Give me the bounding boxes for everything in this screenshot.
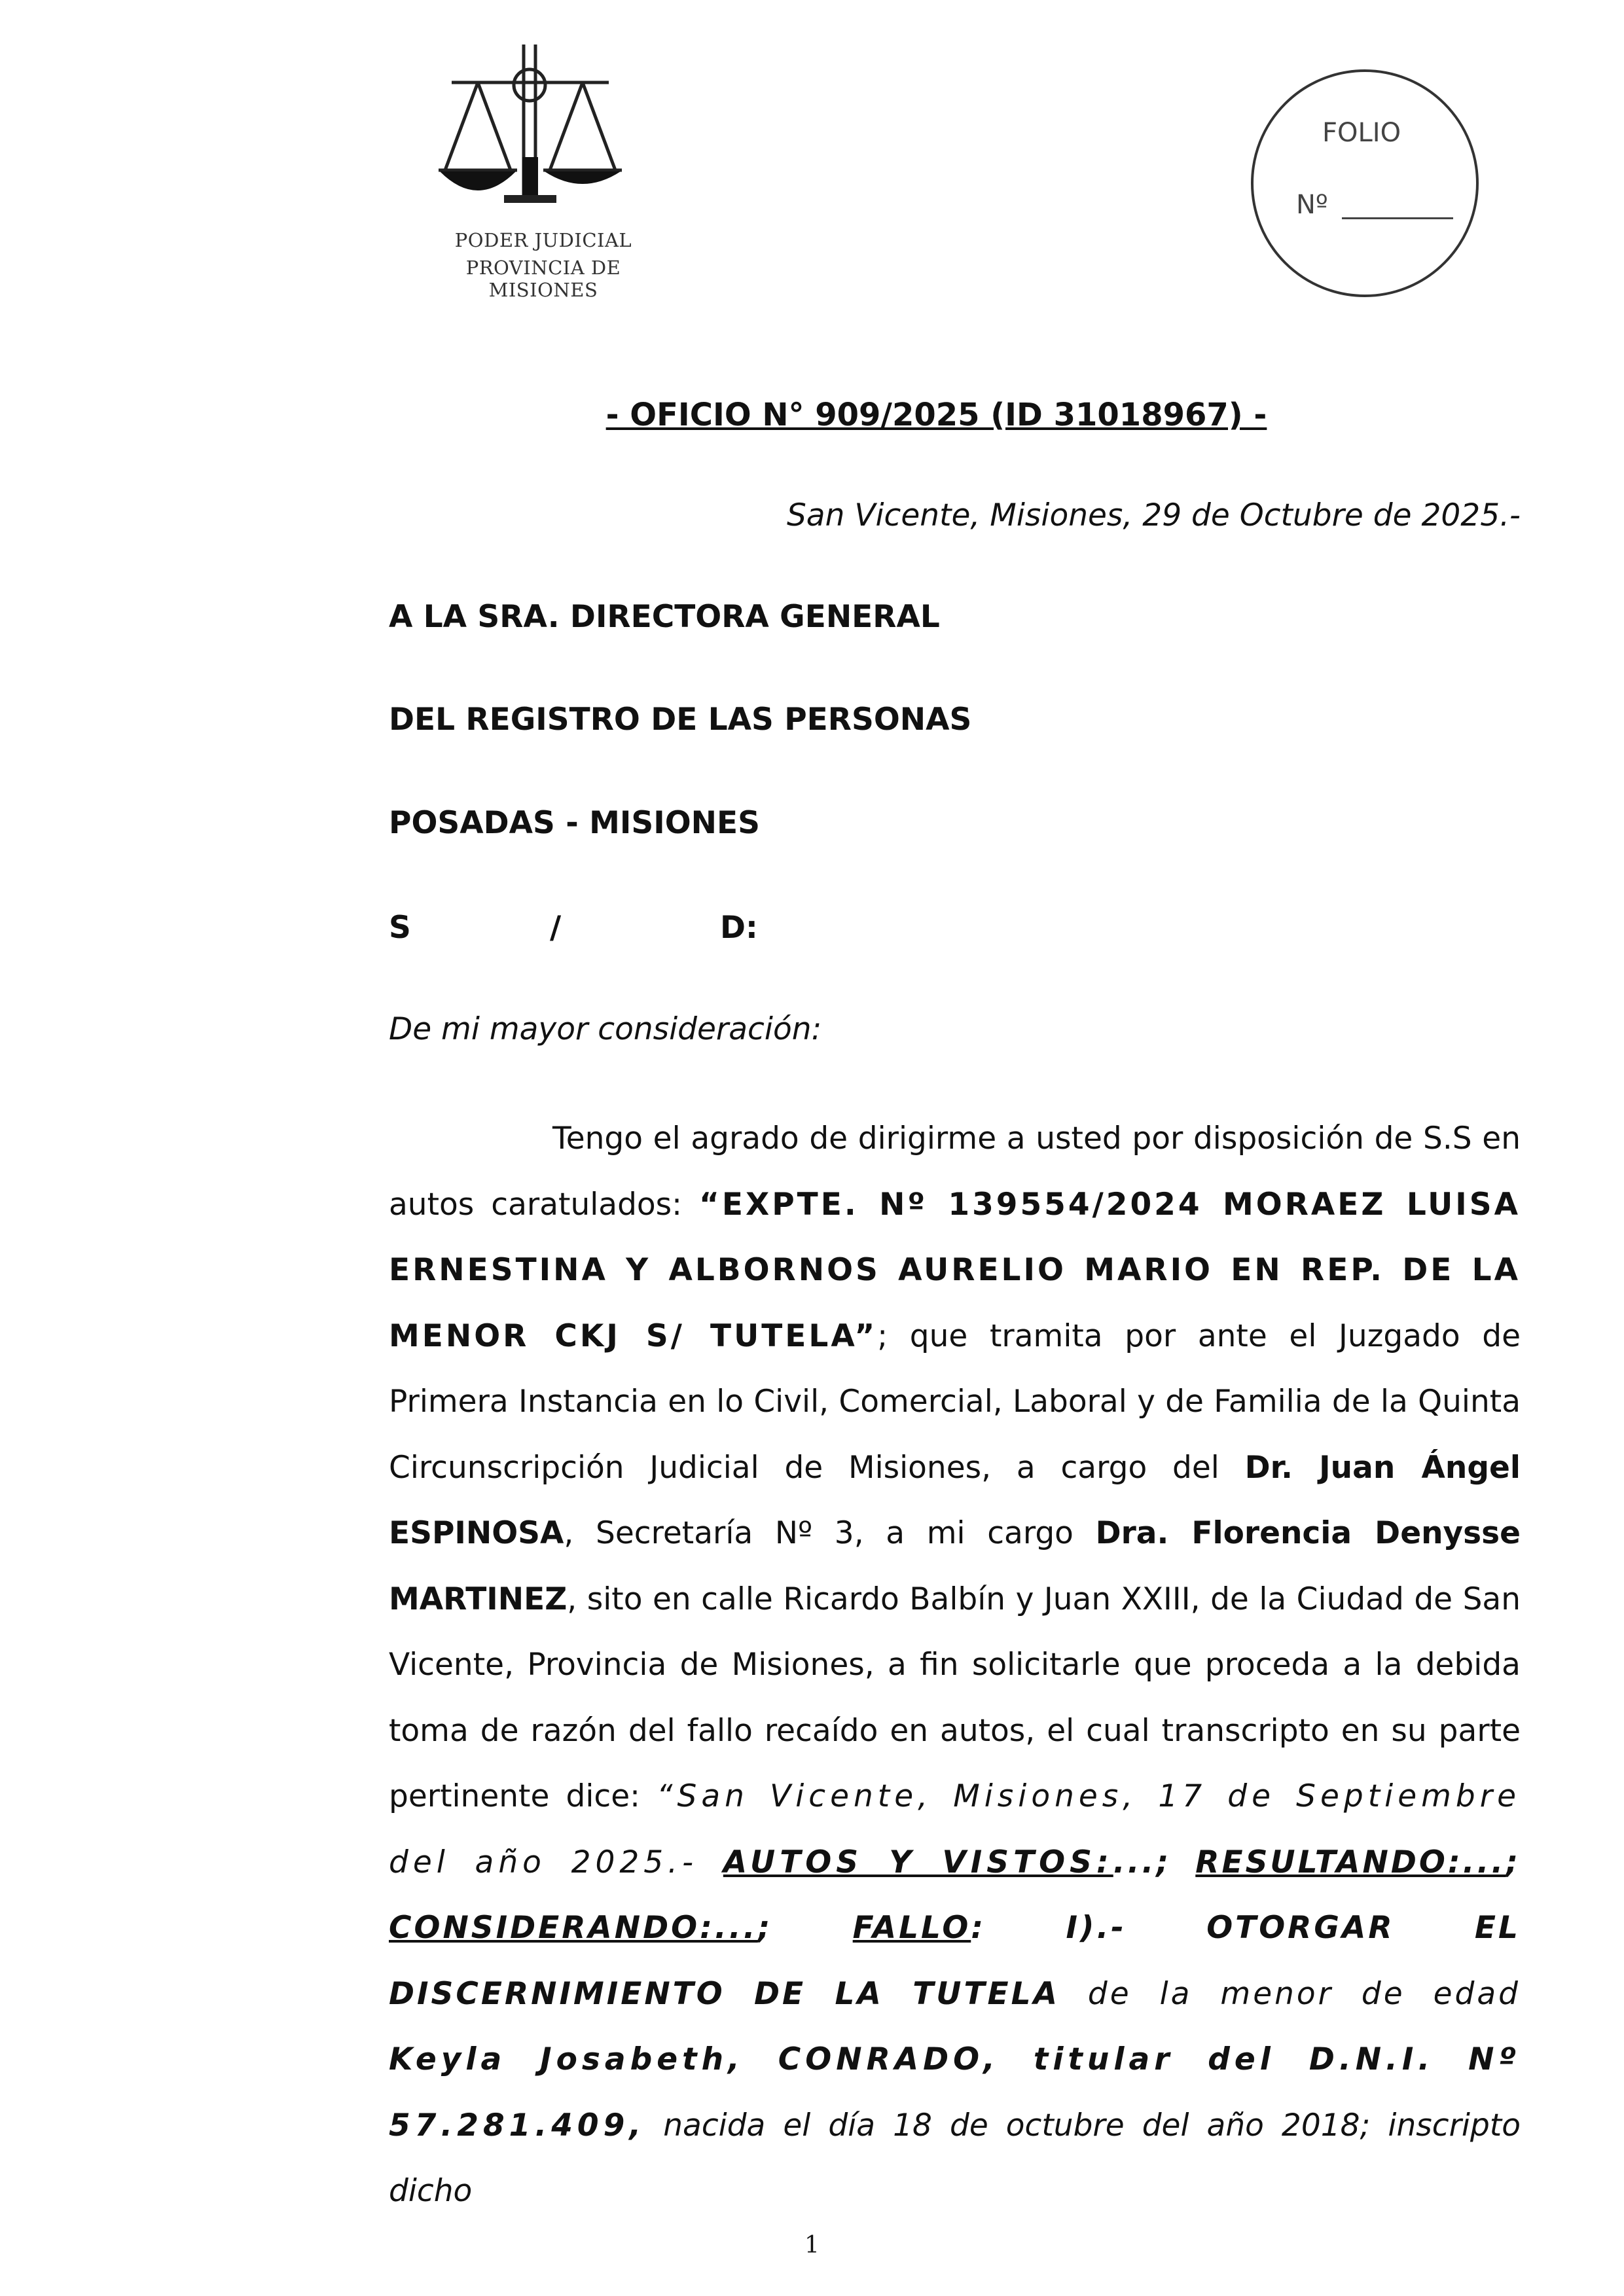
body-text-2: ; que tramita por ante el Juzgado de Primera Instancia en lo Civil, Comercial, Laboral y de Familia de la Quinta Circunscripción Judicial de Misiones, a cargo del bbox=[389, 1318, 1521, 1486]
folio-number-label: Nº bbox=[1296, 190, 1328, 220]
secretary-name: Dra. Florencia Denysse MARTINEZ bbox=[389, 1515, 1521, 1617]
folio-stamp bbox=[1247, 65, 1483, 301]
body-text-1: Tengo el agrado de dirigirme a usted por disposición de S.S en autos caratulados: bbox=[389, 1121, 1521, 1223]
quote-birth: nacida el día 18 de octubre del año 2018; inscripto dicho bbox=[389, 2107, 1521, 2209]
sd-d: D: bbox=[720, 910, 758, 946]
folio-circle-icon bbox=[1247, 65, 1483, 301]
semicolon-2: ; bbox=[757, 1910, 853, 1946]
resultando: RESULTANDO:... bbox=[1195, 1844, 1506, 1880]
dots-1: ...; bbox=[1113, 1844, 1196, 1880]
autos-y-vistos: AUTOS Y VISTOS: bbox=[723, 1844, 1113, 1880]
judicial-logo bbox=[412, 39, 674, 301]
fallo-rest: : I).- OTORGAR EL DISCERNIMIENTO DE LA TUTELA bbox=[389, 1910, 1521, 2012]
page-number: 1 bbox=[804, 2232, 820, 2259]
scales-of-justice-icon bbox=[412, 39, 674, 229]
body-text-3: , Secretaría Nº 3, a mi cargo bbox=[564, 1515, 1096, 1551]
body-paragraph bbox=[389, 1106, 1521, 2225]
quote-date: “San Vicente, Misiones, 17 de Septiembre del año 2025.- bbox=[389, 1778, 1521, 1880]
sd-slash: / bbox=[550, 910, 562, 946]
logo-line-2: PROVINCIA DE MISIONES bbox=[465, 257, 621, 301]
judge-name: Dr. Juan Ángel ESPINOSA bbox=[389, 1449, 1521, 1551]
minor-name: Keyla Josabeth, CONRADO, titular del D.N.I. Nº 57.281.409, bbox=[389, 2041, 1521, 2144]
body-text-4: , sito en calle Ricardo Balbín y Juan XXIII, de la Ciudad de San Vicente, Provincia de Misiones, a fin solicitarle que proceda a la debida toma de razón del fallo recaído en autos, el cual transcripto en su parte pertinente dice: bbox=[389, 1581, 1521, 1814]
date-line: San Vicente, Misiones, 29 de Octubre de 2025.- bbox=[786, 497, 1521, 533]
address-line-3: POSADAS - MISIONES bbox=[389, 805, 760, 841]
sd-s: S bbox=[389, 910, 411, 946]
greeting: De mi mayor consideración: bbox=[389, 1011, 822, 1047]
body-text bbox=[389, 1106, 1521, 2225]
folio-label: FOLIO bbox=[1322, 118, 1401, 148]
case-title: “EXPTE. Nº 139554/2024 MORAEZ LUISA ERNESTINA Y ALBORNOS AURELIO MARIO EN REP. DE LA MENOR CKJ S/ TUTELA” bbox=[389, 1186, 1521, 1354]
address-line-1: A LA SRA. DIRECTORA GENERAL bbox=[389, 599, 940, 635]
logo-line-1: PODER JUDICIAL bbox=[454, 229, 632, 251]
address-line-2: DEL REGISTRO DE LAS PERSONAS bbox=[389, 702, 972, 738]
document-title: - OFICIO N° 909/2025 (ID 31018967) - bbox=[605, 397, 1267, 433]
semicolon-1: ; bbox=[1506, 1844, 1521, 1880]
folio-number-line bbox=[1342, 217, 1453, 219]
quote-minor-intro: de la menor de edad bbox=[1059, 1975, 1521, 2012]
considerando: CONSIDERANDO:... bbox=[389, 1910, 758, 1946]
fallo: FALLO bbox=[852, 1910, 971, 1946]
